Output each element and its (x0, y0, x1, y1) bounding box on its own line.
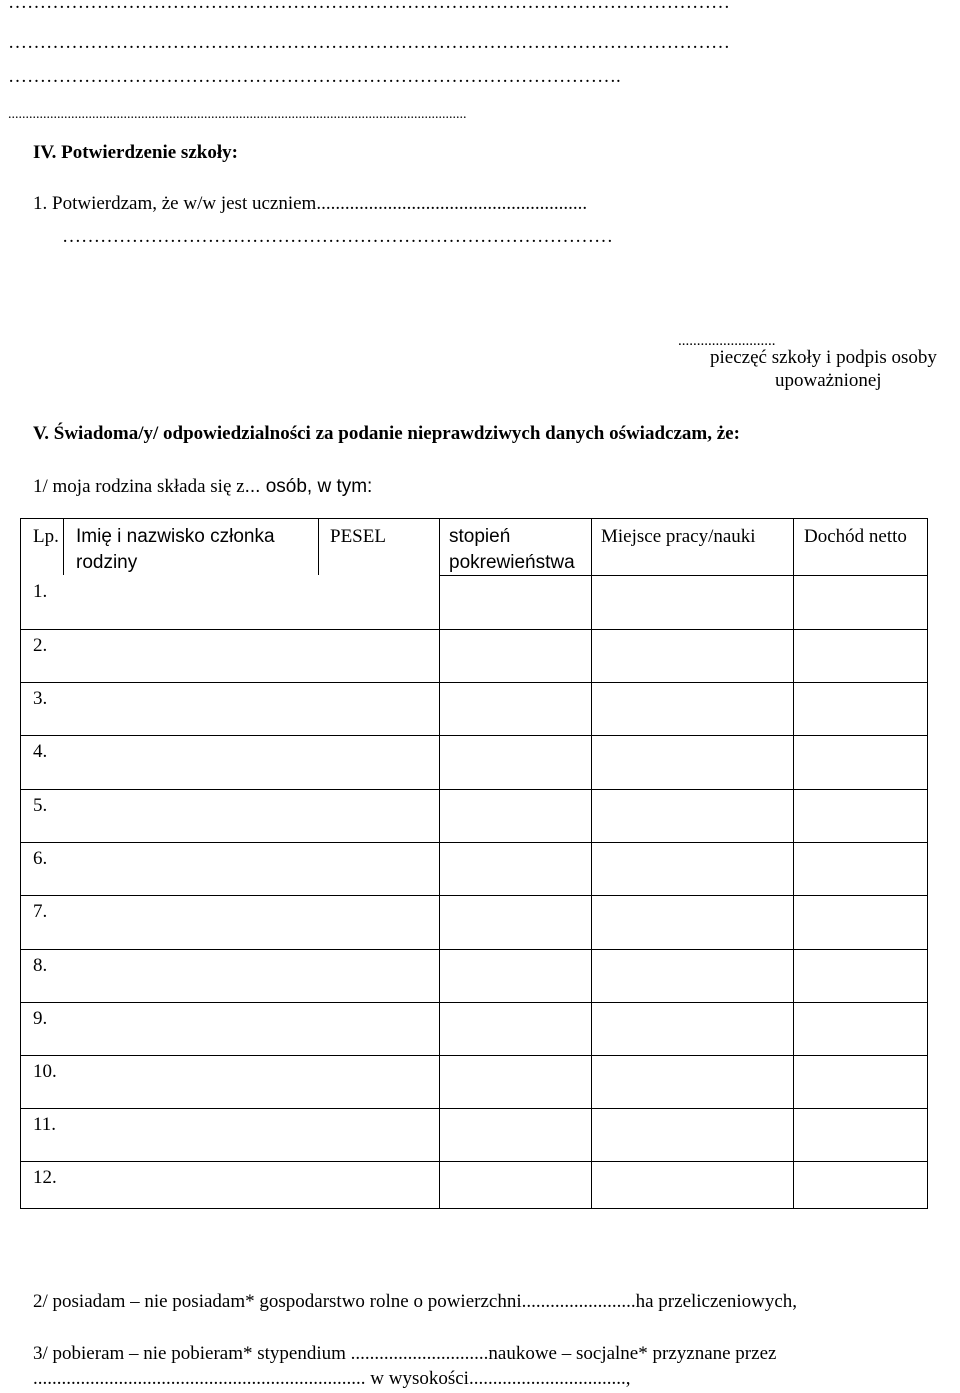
row-number: 5. (33, 795, 48, 816)
section-iv-title: IV. Potwierdzenie szkoły: (33, 142, 238, 163)
row-number: 1. (33, 581, 48, 602)
header-relation-line-2: pokrewieństwa (449, 552, 575, 573)
row-number: 9. (33, 1008, 48, 1029)
family-size-line (33, 476, 372, 498)
header-dotted-line-3: ……………………………………………………………………………………. (8, 66, 621, 87)
family-members-table (20, 518, 928, 1209)
table-row-separator (21, 1161, 927, 1162)
table-row-separator (21, 682, 927, 683)
header-name-line-1: Imię i nazwisko członka (76, 526, 275, 547)
scholarship-statement-line: 3/ pobieram – nie pobieram* stypendium .............................naukowe – socjalne* przyznane przez (33, 1343, 777, 1364)
row-number: 8. (33, 955, 48, 976)
header-income: Dochód netto (804, 526, 907, 547)
table-row-separator (21, 735, 927, 736)
section-v-title: V. Świadoma/y/ odpowiedzialności za podanie nieprawdziwych danych oświadczam, że: (33, 423, 740, 444)
table-row-separator (21, 842, 927, 843)
table-row-separator (21, 895, 927, 896)
stamp-label-line-1: pieczęć szkoły i podpis osoby (710, 347, 937, 368)
table-divider-relation (591, 519, 592, 1208)
row-number: 12. (33, 1167, 57, 1188)
family-size-suffix: ... osób, w tym: (244, 476, 373, 497)
stamp-dotted-line: .......................... (678, 333, 776, 349)
header-lp: Lp. (33, 526, 59, 547)
row-number: 4. (33, 741, 48, 762)
header-pesel: PESEL (330, 526, 386, 547)
header-name-line-2: rodziny (76, 552, 138, 573)
table-divider-name-short (318, 519, 319, 575)
row-number: 11. (33, 1114, 57, 1135)
stamp-label-line-2: upoważnionej (775, 370, 882, 391)
family-size-text: 1/ moja rodzina składa się z (33, 476, 245, 497)
farm-statement-line: 2/ posiadam – nie posiadam* gospodarstwo rolne o powierzchni........................ha przeliczeniowych, (33, 1291, 798, 1312)
table-divider-pesel (439, 519, 440, 1208)
row-number: 6. (33, 848, 48, 869)
table-divider-workplace (793, 519, 794, 1208)
school-confirm-dotted-line: …………………………………………………………………………… (62, 226, 613, 247)
table-row-separator (21, 629, 927, 630)
table-row-separator (21, 1002, 927, 1003)
row-number: 7. (33, 901, 48, 922)
table-row-separator (21, 1108, 927, 1109)
header-dotted-line-2: …………………………………………………………………………………………………… (8, 32, 730, 53)
table-row-separator (21, 789, 927, 790)
table-row-separator (21, 1055, 927, 1056)
header-workplace: Miejsce pracy/nauki (601, 526, 756, 547)
row-number: 3. (33, 688, 48, 709)
row-number: 2. (33, 635, 48, 656)
header-dotted-line-1: …………………………………………………………………………………………………… (8, 0, 730, 13)
table-row-separator (21, 949, 927, 950)
header-dotted-line-4: ................................................................................................................................... (8, 107, 467, 122)
row-number: 10. (33, 1061, 57, 1082)
school-confirm-line: 1. Potwierdzam, że w/w jest uczniem......................................................... (33, 193, 588, 214)
table-divider-lp-short (63, 519, 64, 575)
header-relation-line-1: stopień (449, 526, 511, 547)
scholarship-amount-line: ...................................................................... w wysokości................................., (33, 1368, 631, 1389)
